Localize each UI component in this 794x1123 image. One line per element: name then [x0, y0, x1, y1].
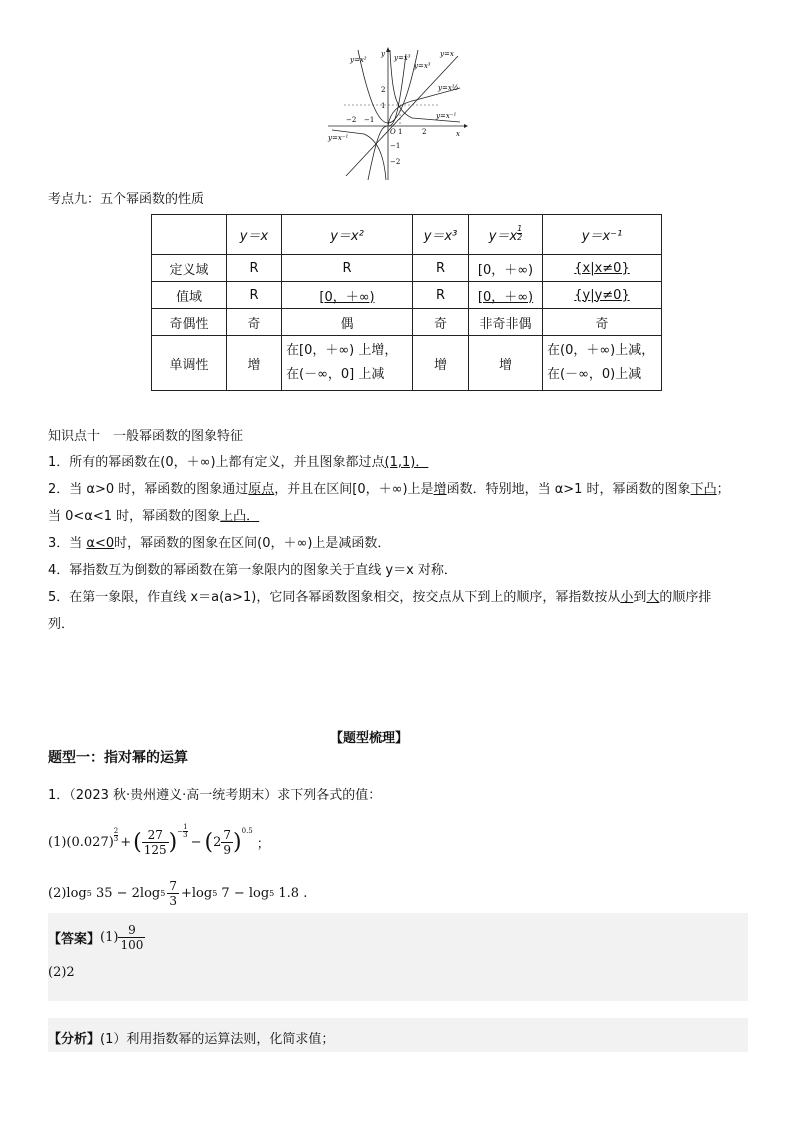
table-header-xinv: y＝x⁻¹	[543, 215, 662, 255]
expr2-p3: +log	[180, 885, 213, 901]
expr1-minus: −	[190, 834, 202, 850]
kp10-l3a: 当 0<α<1 时，幂函数的图象	[48, 509, 221, 524]
expr1-end: ；	[256, 836, 270, 852]
expr1-frac3	[221, 828, 233, 857]
row-label-range: 值域	[152, 282, 227, 309]
cell-mono-x3: 增	[413, 336, 469, 391]
answer-line-1	[48, 923, 145, 952]
half-exp-num: 1	[517, 224, 523, 233]
analysis-block	[48, 1018, 748, 1052]
question-1-stem: 1．（2023 秋·贵州遵义·高一统考期末）求下列各式的值：	[48, 788, 382, 803]
expr1-f3-n: 7	[223, 827, 232, 842]
kp10-l3b: 上凸．	[220, 509, 260, 524]
answer-label: 【答案】	[48, 932, 101, 947]
expr1-exp2-n: 1	[183, 822, 188, 831]
analysis-text: (1）利用指数幂的运算法则，化简求值；	[100, 1032, 335, 1047]
expr2-p2s: 5	[160, 888, 166, 898]
row-label-domain: 定义域	[152, 255, 227, 282]
cell-range-x: R	[227, 282, 282, 309]
heading-kaodian-9: 考点九：五个幂函数的性质	[48, 192, 205, 207]
tick-neg2: −2	[346, 116, 357, 124]
expression-1	[48, 822, 270, 862]
kp10-line-1	[48, 451, 428, 470]
expr1-f3-whole: 2	[213, 834, 222, 850]
analysis-label: 【分析】	[48, 1032, 101, 1047]
ytick-2: 2	[381, 86, 386, 94]
expr1-exp1-d: 3	[113, 834, 119, 843]
expr2-p2: 35 − 2log	[91, 885, 161, 901]
answer-n: 9	[118, 923, 145, 938]
cell-range-xinv: {y|y≠0}	[543, 282, 662, 309]
answer-d: 100	[120, 938, 144, 952]
expr1-exp2-d: 3	[183, 830, 188, 839]
kp10-line-7: 列．	[48, 617, 75, 632]
expr1-f3-d: 9	[223, 842, 232, 857]
kp10-l2b: 原点	[248, 482, 275, 497]
kp10-l6a: 5．在第一象限，作直线 x＝a(a>1)，它同各幂函数图象相交，按交点从下到上的顺序，幂指数按从	[48, 590, 621, 605]
table-header-xhalf-base: y＝x	[488, 229, 518, 244]
kp10-l1a: 1．所有的幂函数在(0，＋∞)上都有定义，并且图象都过点	[48, 455, 385, 470]
kp10-l2c: ，并且在区间[0，＋∞)上是	[274, 482, 434, 497]
kp10-line-2	[48, 478, 730, 497]
kp10-l6c: 到	[633, 590, 647, 605]
kp10-line-5: 4．幂指数互为倒数的幂函数在第一象限内的图象关于直线 y＝x 对称．	[48, 563, 457, 578]
label-y-x3: y=x³	[394, 54, 411, 62]
cell-parity-x2: 偶	[282, 309, 413, 336]
answer-frac	[118, 923, 145, 952]
expr1-rparen3: )	[233, 829, 242, 855]
cell-mono-x2	[282, 336, 413, 391]
cell-range-x3: R	[413, 282, 469, 309]
kp10-l2d: 增	[433, 482, 447, 497]
expr2-p5: 1.8 .	[274, 885, 308, 901]
axis-x-label: x	[456, 130, 460, 138]
cell-range-x2: [0，＋∞)	[282, 282, 413, 309]
kp10-l6d: 大	[646, 590, 660, 605]
answer-p1: (1)	[100, 930, 119, 945]
ytick-neg2: −2	[390, 158, 401, 166]
expr2-p4s: 5	[269, 888, 275, 898]
row-label-parity: 奇偶性	[152, 309, 227, 336]
expr1-exp1	[114, 828, 118, 843]
expr1-lparen3: (	[204, 829, 214, 855]
cell-mono-x2-b: 在(－∞，0] 上减	[286, 367, 385, 382]
kp10-l4b: α<0	[86, 536, 115, 551]
cell-mono-xinv-b: 在(－∞，0)上减	[547, 367, 642, 382]
tick-neg1: −1	[364, 116, 375, 124]
expr1-base: (0.027)	[66, 834, 114, 850]
section-heading: 【题型梳理】	[330, 731, 409, 746]
table-header-x2: y＝x²	[282, 215, 413, 255]
expression-2	[48, 878, 307, 908]
cell-mono-xinv-a: 在(0，＋∞)上减，	[547, 343, 655, 358]
table-header-x3: y＝x³	[413, 215, 469, 255]
ytick-neg1: −1	[390, 142, 401, 150]
table-header-x: y＝x	[227, 215, 282, 255]
expr1-plus: +	[120, 834, 132, 850]
label-y-xinv-right: y=x⁻¹	[436, 112, 457, 120]
tick-2: 2	[422, 128, 427, 136]
cell-domain-x2: R	[282, 255, 413, 282]
kp10-l4c: 时，幂函数的图象在区间(0，＋∞)上是减函数．	[114, 536, 391, 551]
cell-domain-xinv: {x|x≠0}	[543, 255, 662, 282]
expr2-fn: 7	[169, 878, 177, 893]
axis-y-label: y	[381, 50, 385, 58]
expr1-f2-d: 125	[143, 842, 167, 857]
expr1-exp2-sign: −	[177, 827, 184, 835]
cell-mono-x2-a: 在[0，＋∞) 上增，	[286, 343, 398, 358]
expr2-p4: 7 − log	[217, 885, 270, 901]
kp10-l2g: ；	[716, 482, 730, 497]
cell-parity-x3: 奇	[413, 309, 469, 336]
tick-1: 1	[398, 128, 403, 136]
expr1-rparen2: )	[168, 829, 178, 855]
kp10-l2e: 函数．特别地，当 α>1 时，幂函数的图象	[446, 482, 691, 497]
answer-gap	[48, 989, 748, 1001]
analysis-line	[48, 1028, 334, 1047]
expr1-f2-n: 27	[142, 828, 169, 843]
cell-parity-xhalf: 非奇非偶	[469, 309, 543, 336]
power-function-graph	[326, 46, 468, 182]
expr1-prefix: (1)	[48, 834, 67, 850]
expr2-frac	[167, 879, 179, 908]
row-label-monotonic: 单调性	[152, 336, 227, 391]
cell-parity-xinv: 奇	[543, 309, 662, 336]
answer-block-2	[48, 963, 748, 989]
cell-mono-x: 增	[227, 336, 282, 391]
cell-domain-x: R	[227, 255, 282, 282]
cell-domain-x3: R	[413, 255, 469, 282]
kp10-l6e: 的顺序排	[659, 590, 712, 605]
knowledge-point-10-title: 知识点十 一般幂函数的图象特征	[48, 429, 244, 444]
half-exp-den: 2	[517, 233, 523, 242]
label-y-x: y=x	[440, 50, 454, 58]
kp10-l1b: (1,1)．	[384, 455, 429, 470]
kp10-line-4	[48, 532, 390, 551]
expr1-frac2	[142, 828, 169, 857]
kp10-l2a: 2．当 α>0 时，幂函数的图象通过	[48, 482, 249, 497]
kp10-l2f: 下凸	[690, 482, 717, 497]
expr2-fd: 3	[169, 893, 177, 908]
label-y-x3-b: y=x³	[414, 62, 431, 70]
expr1-lparen2: (	[133, 829, 142, 855]
power-function-properties-table	[151, 214, 662, 391]
question-type-1-title: 题型一：指对幂的运算	[48, 750, 188, 766]
kp10-line-6	[48, 586, 711, 605]
ytick-1: 1	[381, 102, 386, 110]
origin-label: O	[390, 128, 396, 136]
kp10-line-3	[48, 505, 259, 524]
cell-mono-xinv	[543, 336, 662, 391]
cell-domain-xhalf: [0，＋∞)	[469, 255, 543, 282]
cell-parity-x: 奇	[227, 309, 282, 336]
expr1-exp3: 0.5	[241, 827, 253, 835]
label-y-xinv-left: y=x⁻¹	[328, 134, 349, 142]
kp10-l4a: 3．当	[48, 536, 87, 551]
expr2-p1: (2)log	[48, 885, 87, 901]
answer-block	[48, 913, 748, 963]
expr1-exp2	[177, 824, 187, 839]
label-y-xhalf: y=x½	[438, 84, 459, 92]
answer-p2: (2)2	[48, 965, 75, 980]
kp10-l6b: 小	[620, 590, 634, 605]
cell-range-xhalf: [0，＋∞)	[469, 282, 543, 309]
cell-mono-xhalf: 增	[469, 336, 543, 391]
expr2-p1s: 5	[86, 888, 92, 898]
expr2-p3s: 5	[212, 888, 218, 898]
table-header-empty	[152, 215, 227, 255]
expr1-exp1-n: 2	[113, 826, 119, 835]
label-y-x2: y=x²	[350, 56, 367, 64]
table-header-xhalf	[469, 215, 543, 255]
